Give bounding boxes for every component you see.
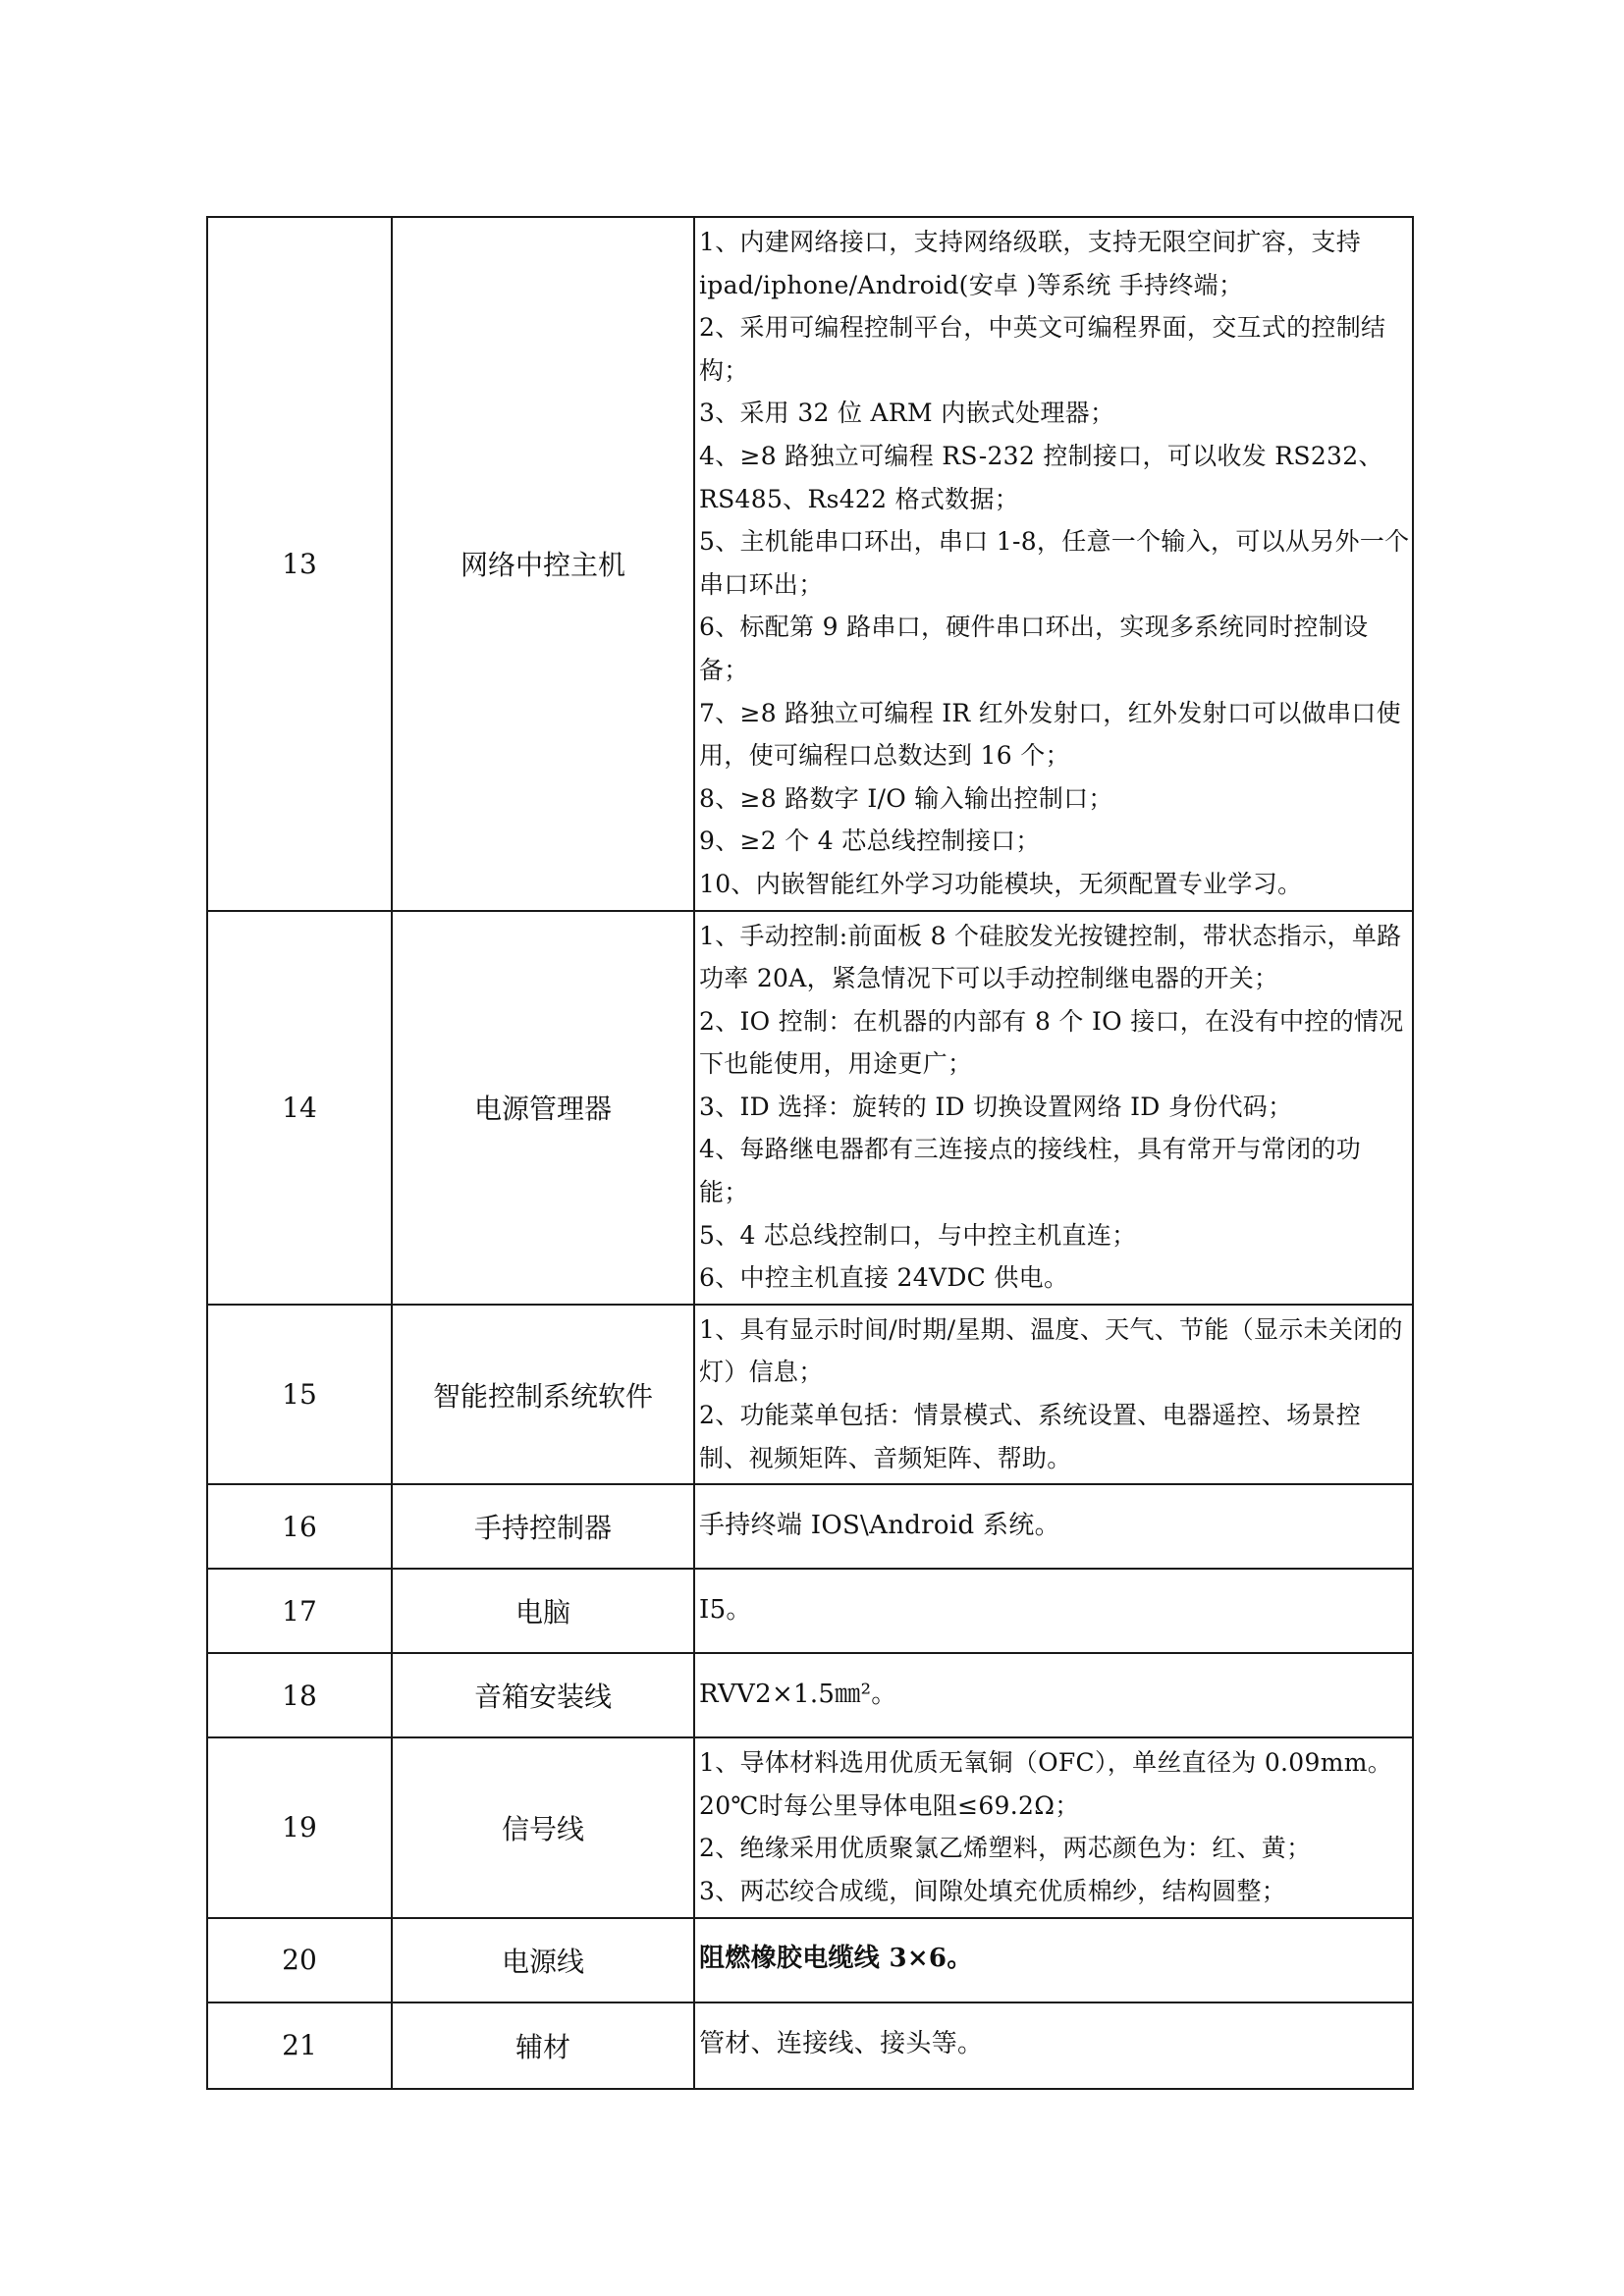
spec-line: 2、采用可编程控制平台，中英文可编程界面，交互式的控制结构； [699,313,1386,385]
item-number: 18 [207,1653,392,1737]
spec-line: 8、≥8 路数字 I/O 输入输出控制口； [699,783,1113,813]
item-name: 网络中控主机 [392,217,694,911]
spec-line: 1、具有显示时间/时期/星期、温度、天气、节能（显示未关闭的灯）信息； [699,1314,1403,1387]
item-number: 14 [207,911,392,1305]
spec-line: 2、IO 控制：在机器的内部有 8 个 IO 接口，在没有中控的情况下也能使用，用途更广； [699,1006,1404,1079]
item-number: 13 [207,217,392,911]
spec-line: 6、中控主机直接 24VDC 供电。 [699,1263,1069,1293]
item-name: 信号线 [392,1737,694,1917]
table-row [207,1569,1413,1653]
spec-table [206,216,1414,2090]
item-number: 20 [207,1918,392,2002]
spec-line: 9、≥2 个 4 芯总线控制接口； [699,827,1041,856]
item-spec [694,1305,1413,1484]
item-spec [694,1653,1413,1737]
table-row [207,1918,1413,2002]
spec-line: 3、采用 32 位 ARM 内嵌式处理器； [699,399,1115,428]
item-name: 电源管理器 [392,911,694,1305]
spec-line: 5、主机能串口环出，串口 1-8，任意一个输入，可以从另外一个串口环出； [699,527,1410,599]
item-spec [694,1737,1413,1917]
spec-line: 4、≥8 路独立可编程 RS-232 控制接口，可以收发 RS232、RS485、Rs422 格式数据； [699,441,1383,513]
spec-line: 管材、连接线、接头等。 [699,2029,984,2059]
spec-line: 3、ID 选择：旋转的 ID 切换设置网络 ID 身份代码； [699,1092,1293,1121]
item-name: 辅材 [392,2002,694,2089]
spec-line: 2、绝缘采用优质聚氯乙烯塑料，两芯颜色为：红、黄； [699,1834,1312,1863]
spec-line: 7、≥8 路独立可编程 IR 红外发射口，红外发射口可以做串口使用，使可编程口总数达到 16 个； [699,698,1401,771]
spec-line: 1、内建网络接口，支持网络级联，支持无限空间扩容，支持ipad/iphone/Android(安卓 )等系统 手持终端； [699,228,1362,299]
spec-line: 5、4 芯总线控制口，与中控主机直连； [699,1220,1137,1250]
table-row [207,1653,1413,1737]
item-number: 21 [207,2002,392,2089]
item-spec [694,1484,1413,1569]
spec-line: 1、手动控制:前面板 8 个硅胶发光按键控制，带状态指示，单路功率 20A，紧急情况下可以手动控制继电器的开关； [699,921,1402,993]
spec-line: RVV2×1.5㎜²。 [699,1679,897,1709]
spec-line: I5。 [699,1594,752,1625]
item-number: 19 [207,1737,392,1917]
spec-line: 4、每路继电器都有三连接点的接线柱，具有常开与常闭的功能； [699,1135,1362,1207]
item-name: 电源线 [392,1918,694,2002]
item-name: 智能控制系统软件 [392,1305,694,1484]
table-row [207,1305,1413,1484]
item-spec [694,1918,1413,2002]
spec-table-body [207,217,1413,2089]
spec-line: 10、内嵌智能红外学习功能模块，无须配置专业学习。 [699,869,1303,898]
spec-line: 6、标配第 9 路串口，硬件串口环出，实现多系统同时控制设备； [699,613,1369,684]
table-row [207,911,1413,1305]
table-row [207,2002,1413,2089]
spec-line: 手持终端 IOS\Android 系统。 [699,1510,1060,1540]
item-name: 手持控制器 [392,1484,694,1569]
item-spec [694,1569,1413,1653]
spec-line: 阻燃橡胶电缆线 3×6。 [699,1944,973,1974]
table-row [207,1484,1413,1569]
item-spec [694,217,1413,911]
spec-line: 1、导体材料选用优质无氧铜（OFC），单丝直径为 0.09mm。20℃时每公里导体电阻≤69.2Ω； [699,1748,1393,1820]
spec-line: 2、功能菜单包括：情景模式、系统设置、电器遥控、场景控制、视频矩阵、音频矩阵、帮助。 [699,1401,1362,1472]
item-spec [694,2002,1413,2089]
item-number: 16 [207,1484,392,1569]
item-spec [694,911,1413,1305]
table-row [207,1737,1413,1917]
spec-line: 3、两芯绞合成缆，间隙处填充优质棉纱，结构圆整； [699,1877,1287,1905]
item-name: 音箱安装线 [392,1653,694,1737]
item-name: 电脑 [392,1569,694,1653]
table-row [207,217,1413,911]
item-number: 15 [207,1305,392,1484]
item-number: 17 [207,1569,392,1653]
